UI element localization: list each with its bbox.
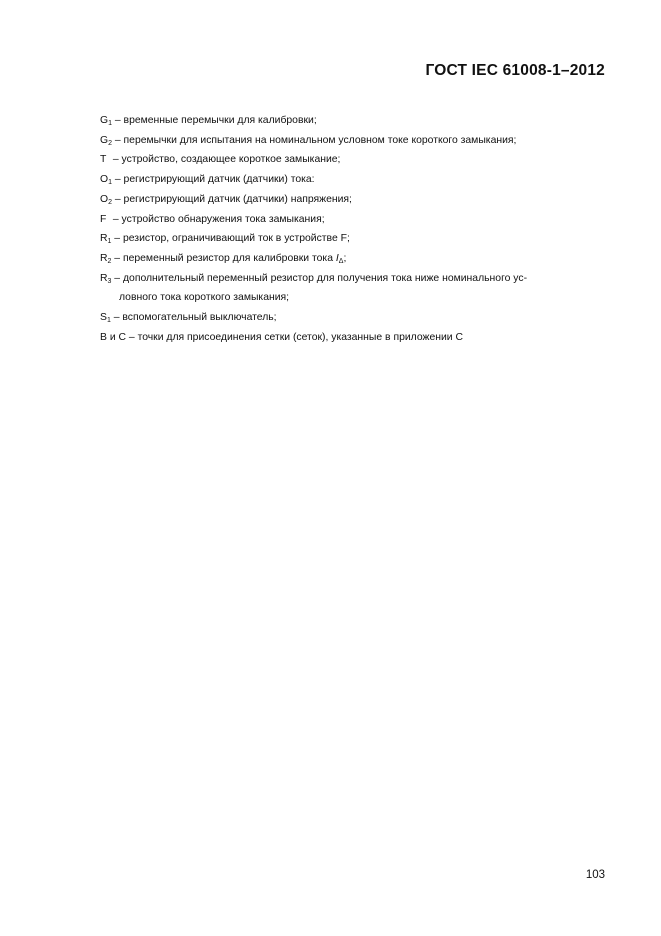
legend-symbol: $R_1$	[100, 233, 112, 246]
legend-item-t	[100, 150, 580, 170]
legend-text: – перемычки для испытания на номинальном условном токе короткого замыкания;	[112, 134, 517, 146]
legend-text: – переменный резистор для калибровки тока	[111, 252, 336, 264]
legend-symbol: T	[100, 154, 107, 166]
legend-item-g2	[100, 131, 580, 151]
legend-text: – точки для присоединения сетки (сеток), указанные в приложении C	[126, 331, 463, 343]
legend-text: – устройство обнаружения тока замыкания;	[110, 213, 325, 225]
legend-symbol: $G_1$	[100, 115, 112, 127]
legend-item-r3-continuation: ловного тока короткого замыкания;	[119, 292, 290, 304]
legend-text: – вспомогательный выключатель;	[110, 312, 277, 324]
legend-symbol: $S_1$	[100, 312, 111, 325]
legend-item-b-c	[100, 328, 580, 348]
legend-symbol: $G_2$	[100, 134, 112, 147]
legend-item-o2	[100, 190, 580, 210]
legend-text: – резистор, ограничивающий ток в устройстве F;	[111, 233, 350, 245]
legend-text: – регистрирующий датчик (датчики) тока:	[112, 174, 315, 186]
legend-text: – дополнительный переменный резистор для получения тока ниже номинального ус-	[111, 272, 528, 284]
current-symbol: $I_\Delta$	[335, 252, 344, 265]
legend-text: – временные перемычки для калибровки;	[112, 115, 317, 126]
legend-item-r3	[100, 269, 580, 289]
page-number: 103	[585, 869, 605, 881]
legend-item-f	[100, 210, 580, 230]
legend-item-r2	[100, 249, 580, 269]
legend-text: – устройство, создающее короткое замыкание;	[110, 154, 341, 166]
legend-item-r1	[100, 229, 580, 249]
legend-item-g1	[100, 111, 580, 131]
legend-symbol: $O_1$	[100, 174, 112, 187]
legend-symbol: $R_3$	[100, 272, 112, 285]
legend-symbol: F	[100, 213, 107, 225]
legend-text-tail: ;	[343, 252, 347, 264]
legend-symbol: B и C	[100, 331, 127, 343]
legend-symbol: $O_2$	[100, 193, 112, 206]
legend-item-s1	[100, 308, 580, 328]
legend-text: – регистрирующий датчик (датчики) напряжения;	[112, 193, 352, 205]
legend-list	[100, 111, 580, 347]
document-header: ГОСТ IEC 61008-1–2012	[425, 62, 605, 79]
legend-symbol: $R_2$	[100, 252, 112, 265]
legend-item-o1	[100, 170, 580, 190]
